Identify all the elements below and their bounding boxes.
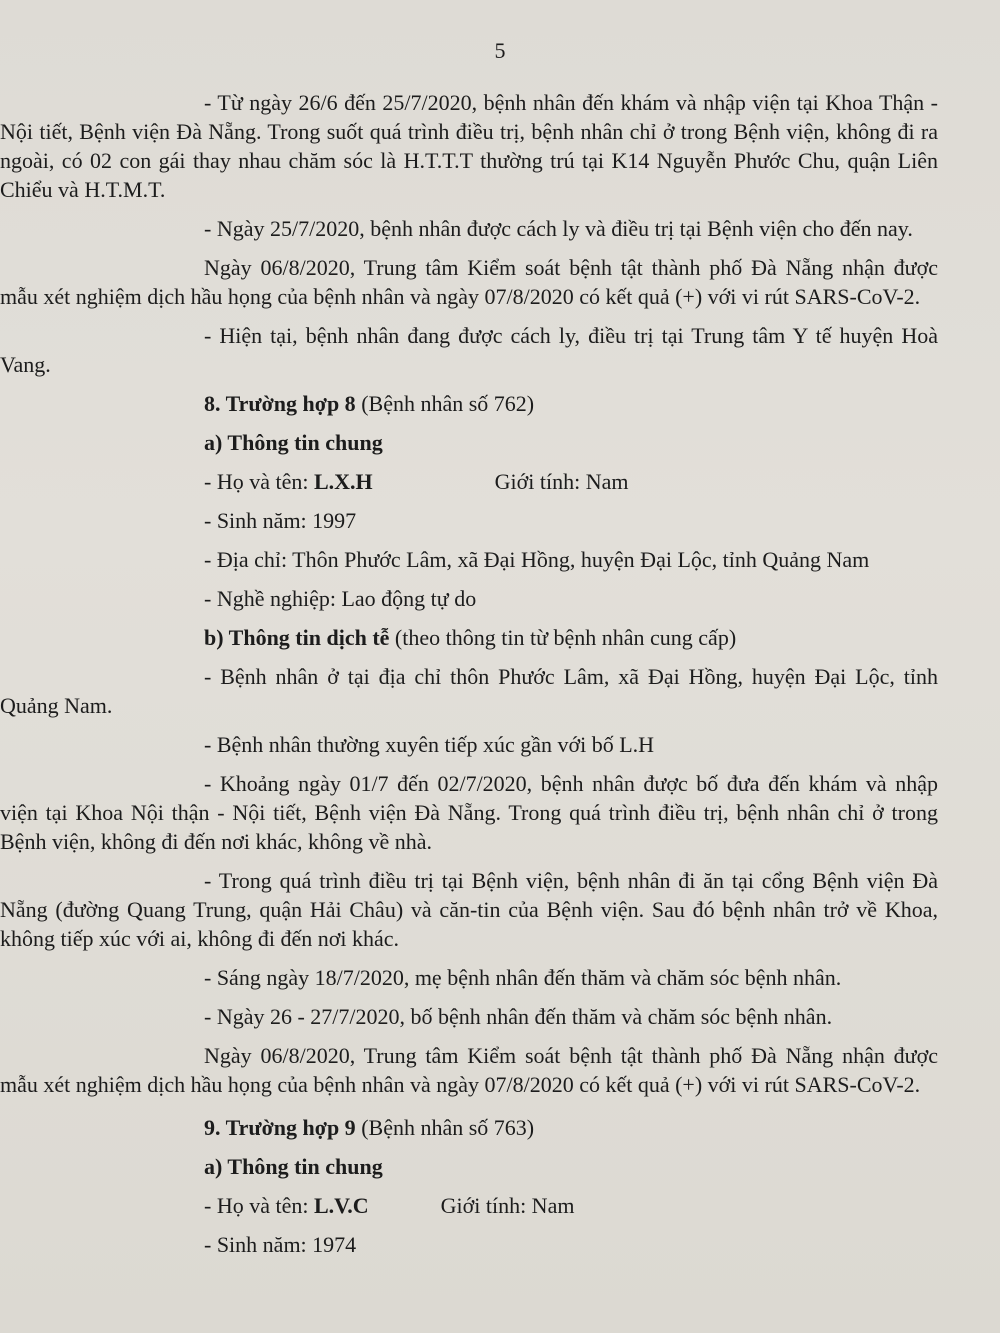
case-9-general-info-label: a) Thông tin chung	[204, 1154, 383, 1179]
case-8-general-info-heading	[164, 428, 938, 457]
case-9-title: 9. Trường hợp 9	[204, 1115, 356, 1140]
case-9-birth-year: - Sinh năm: 1974	[204, 1232, 357, 1257]
case-8-admission: - Khoảng ngày 01/7 đến 02/7/2020, bệnh nhân được bố đưa đến khám và nhập viện tại Khoa Nội thận - Nội tiết, Bệnh viện Đà Nẵng. Trong quá trình điều trị, bệnh nhân chỉ ở trong Bệnh viện, không đi đến nơi khác, không về nhà.	[0, 771, 938, 854]
case-8-occupation: - Nghề nghiệp: Lao động tự do	[204, 586, 477, 611]
case-8-residence: - Bệnh nhân ở tại địa chỉ thôn Phước Lâm, xã Đại Hồng, huyện Đại Lộc, tỉnh Quảng Nam.	[0, 664, 938, 718]
case-8-epidemiology-note: (theo thông tin từ bệnh nhân cung cấp)	[389, 625, 737, 650]
paragraph-test-result: Ngày 06/8/2020, Trung tâm Kiểm soát bệnh tật thành phố Đà Nẵng nhận được mẫu xét nghiệm dịch hầu họng của bệnh nhân và ngày 07/8/2020 có kết quả (+) với vi rút SARS-CoV-2.	[0, 255, 938, 309]
case-8-patient-number: (Bệnh nhân số 762)	[355, 391, 535, 416]
case-8-test-result: Ngày 06/8/2020, Trung tâm Kiểm soát bệnh tật thành phố Đà Nẵng nhận được mẫu xét nghiệm dịch hầu họng của bệnh nhân và ngày 07/8/2020 có kết quả (+) với vi rút SARS-CoV-2.	[0, 1043, 938, 1097]
case-9-general-info-heading	[164, 1152, 938, 1181]
case-9-patient-number: (Bệnh nhân số 763)	[355, 1115, 535, 1140]
case-9-name-row	[164, 1191, 938, 1220]
case-8-heading	[164, 389, 938, 418]
case-8-hospital-meals: - Trong quá trình điều trị tại Bệnh viện, bệnh nhân đi ăn tại cổng Bệnh viện Đà Nẵng (đường Quang Trung, quận Hải Châu) và căn-tin của Bệnh viện. Sau đó bệnh nhân trở về Khoa, không tiếp xúc với ai, không đi đến nơi khác.	[0, 868, 938, 951]
case-8-general-info-label: a) Thông tin chung	[204, 430, 383, 455]
case-8-name-label: - Họ và tên:	[204, 469, 314, 494]
case-8-epidemiology-heading	[164, 623, 938, 652]
case-8-name: L.X.H	[313, 469, 373, 494]
case-8-mother-visit: - Sáng ngày 18/7/2020, mẹ bệnh nhân đến thăm và chăm sóc bệnh nhân.	[204, 965, 842, 990]
case-8-name-row	[164, 467, 938, 496]
case-8-title: 8. Trường hợp 8	[204, 391, 356, 416]
paragraph-treatment-period: - Từ ngày 26/6 đến 25/7/2020, bệnh nhân đến khám và nhập viện tại Khoa Thận - Nội tiết, Bệnh viện Đà Nẵng. Trong suốt quá trình điều trị, bệnh nhân chỉ ở trong Bệnh viện, không đi ra ngoài, có 02 con gái thay nhau chăm sóc là H.T.T.T thường trú tại K14 Nguyễn Phước Chu, quận Liên Chiểu và H.T.M.T.	[0, 90, 938, 202]
case-8-father-visit: - Ngày 26 - 27/7/2020, bố bệnh nhân đến thăm và chăm sóc bệnh nhân.	[204, 1004, 833, 1029]
case-8-contact: - Bệnh nhân thường xuyên tiếp xúc gần với bố L.H	[204, 732, 655, 757]
case-9-name-label: - Họ và tên:	[204, 1193, 314, 1218]
paragraph-current-status: - Hiện tại, bệnh nhân đang được cách ly, điều trị tại Trung tâm Y tế huyện Hoà Vang.	[0, 323, 938, 377]
case-9-gender: Giới tính: Nam	[440, 1193, 575, 1218]
case-9-name: L.V.C	[313, 1193, 369, 1218]
case-8-address: - Địa chỉ: Thôn Phước Lâm, xã Đại Hồng, huyện Đại Lộc, tỉnh Quảng Nam	[204, 547, 870, 572]
page-number: 5	[494, 38, 506, 63]
document-body	[0, 88, 938, 1269]
case-8-gender: Giới tính: Nam	[494, 469, 629, 494]
case-9-heading	[164, 1113, 938, 1142]
paragraph-isolation: - Ngày 25/7/2020, bệnh nhân được cách ly và điều trị tại Bệnh viện cho đến nay.	[204, 216, 913, 241]
case-8-birth-year: - Sinh năm: 1997	[204, 508, 357, 533]
case-8-epidemiology-label: b) Thông tin dịch tễ	[204, 625, 390, 650]
